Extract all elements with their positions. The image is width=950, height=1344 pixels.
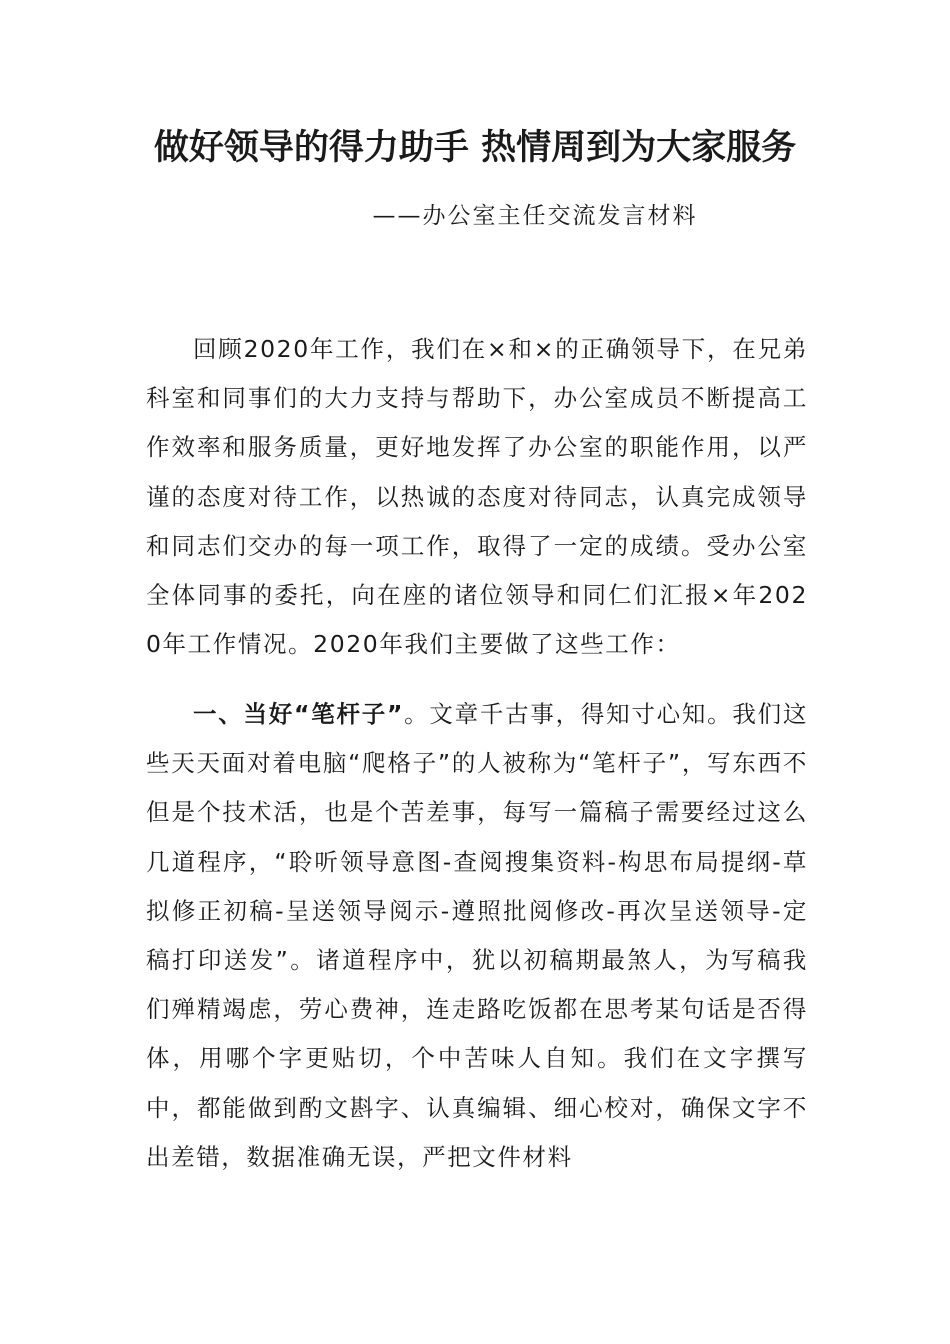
document-title: 做好领导的得力助手 热情周到为大家服务 (153, 127, 797, 168)
paragraph-section-one (146, 690, 808, 1182)
section-body: 。文章千古事，得知寸心知。我们这些天天面对着电脑“爬格子”的人被称为“笔杆子”，写东西不但是个技术活，也是个苦差事，每写一篇稿子需要经过这么几道程序，“聆听领导意图-查阅搜集资料-构思布局提纲-草拟修正初稿-呈送领导阅示-遵照批阅修改-再次呈送领导-定稿打印送发”。诸道程序中，犹以初稿期最煞人，为写稿我们殚精竭虑，劳心费神，连走路吃饭都在思考某句话是否得体，用哪个字更贴切，个中苦味人自知。我们在文字撰写中，都能做到酌文斟字、认真编辑、细心校对，确保文字不出差错，数据准确无误，严把文件材料 (146, 700, 808, 1171)
paragraph-intro: 回顾2020年工作，我们在×和×的正确领导下，在兄弟科室和同事们的大力支持与帮助下，办公室成员不断提高工作效率和服务质量，更好地发挥了办公室的职能作用，以严谨的态度对待工作，以热诚的态度对待同志，认真完成领导和同志们交办的每一项工作，取得了一定的成绩。受办公室全体同事的委托，向在座的诸位领导和同仁们汇报×年2020年工作情况。2020年我们主要做了这些工作： (146, 335, 808, 659)
section-heading: 一、当好“笔杆子” (193, 700, 404, 728)
document-subtitle: ——办公室主任交流发言材料 (372, 203, 698, 229)
